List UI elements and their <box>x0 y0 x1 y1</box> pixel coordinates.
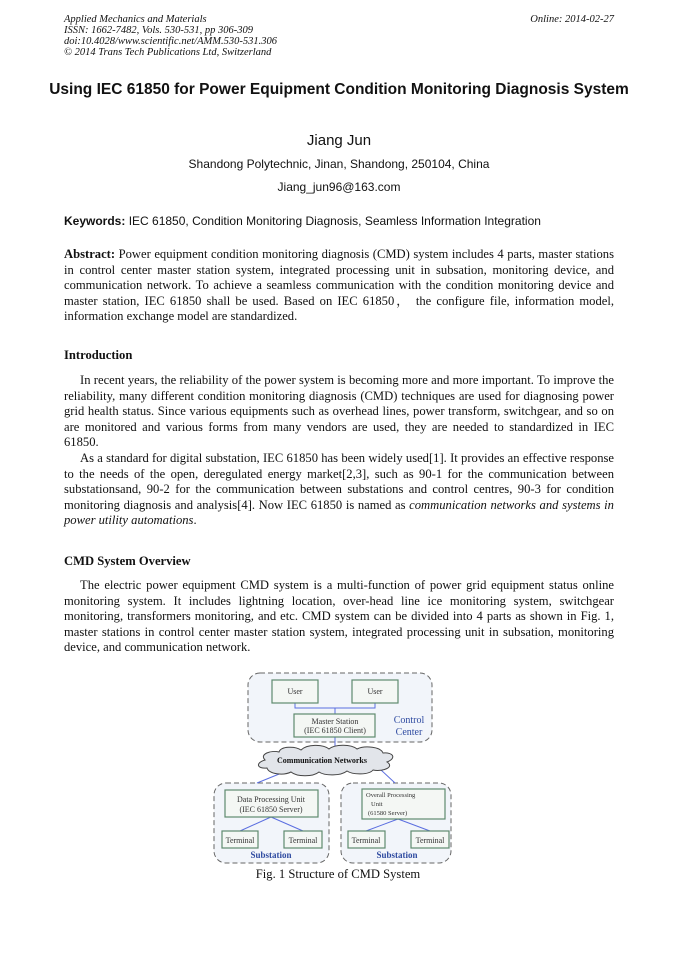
section-heading-cmd: CMD System Overview <box>64 554 191 568</box>
affiliation: Shandong Polytechnic, Jinan, Shandong, 250104, China <box>188 157 490 171</box>
journal-name: Applied Mechanics and Materials <box>64 14 207 25</box>
intro-paragraph-1: In recent years, the reliability of the power system is becoming more and more important. To improve the reliability, many different condition monitoring diagnosis (CMD) techniques are used for diagnosing power grid health status. Since various equipments such as overhead lines, power transform, switchgear, and so on are monitored and various forms from many vendors are used, they are needed to standardized in IEC 61850. <box>64 373 614 450</box>
email: Jiang_jun96@163.com <box>277 180 401 194</box>
user-box-1: User <box>287 687 303 696</box>
online-date: Online: 2014-02-27 <box>530 14 614 25</box>
master-station-sub: (IEC 61850 Client) <box>304 726 366 735</box>
dpu-label: Data Processing Unit <box>237 795 305 804</box>
abstract-text: Power equipment condition monitoring diagnosis (CMD) system includes 4 parts, master stations in control center master station system, integrated processing unit in subsation, monitoring device, and communication network. To achieve a seamless communication with the condition monitoring device and master station, IEC 61850 shall be used. Based on IEC 61850， the configure file, information model, information exchange model are standardized. <box>64 247 614 324</box>
terminal-1: Terminal <box>225 836 255 845</box>
copyright: © 2014 Trans Tech Publications Ltd, Switzerland <box>64 47 272 58</box>
keywords-text: IEC 61850, Condition Monitoring Diagnosis, Seamless Information Integration <box>125 214 541 228</box>
master-station-label: Master Station <box>311 717 359 726</box>
issn: ISSN: 1662-7482, Vols. 530-531, pp 306-309 <box>64 25 253 36</box>
opu-label: Overall Processing <box>366 792 416 799</box>
substation-label-right: Substation <box>376 850 418 860</box>
abstract-label: Abstract: <box>64 247 116 261</box>
terminal-3: Terminal <box>351 836 381 845</box>
paper-title: Using IEC 61850 for Power Equipment Condition Monitoring Diagnosis System <box>49 81 629 98</box>
doi: doi:10.4028/www.scientific.net/AMM.530-531.306 <box>64 36 277 47</box>
opu-sub: (61580 Server) <box>368 810 408 817</box>
author: Jiang Jun <box>306 132 372 149</box>
section-heading-introduction: Introduction <box>64 348 133 362</box>
intro-p2-italic: communication networks and systems in power utility automations <box>64 497 614 528</box>
opu-unit: Unit <box>371 801 383 808</box>
terminal-4: Terminal <box>415 836 445 845</box>
intro-p2-end: . <box>193 513 197 528</box>
network-label: Communication Networks <box>277 756 367 765</box>
keywords-label: Keywords: <box>64 214 126 228</box>
cmd-paragraph-1: The electric power equipment CMD system is a multi-function of power grid equipment status online monitoring system. It includes lightning location, over-head line ice monitoring system, switchgear monitoring, transformers monitoring, and etc. CMD system can be divided into 4 parts as shown in Fig. 1, master stations in control center master station system, integrated processing unit in subsation, monitoring device, and communication network. <box>64 578 614 655</box>
intro-p2-text: As a standard for digital substation, IEC 61850 has been widely used[1]. It provides an effective response to the needs of the open, deregulated energy market[2,3], such as 90-1 for the communication between substationsand, 90-2 for the communication between substations and control centres, 90-3 for condition monitoring diagnosis and analysis[4]. Now IEC 61850 is named as <box>64 451 614 512</box>
dpu-sub: (IEC 61850 Server) <box>239 805 303 814</box>
control-label: Control <box>393 715 425 726</box>
center-label: Center <box>395 727 423 738</box>
terminal-2: Terminal <box>288 836 318 845</box>
user-box-2: User <box>367 687 383 696</box>
figure-caption: Fig. 1 Structure of CMD System <box>255 867 421 881</box>
substation-label-left: Substation <box>250 850 292 860</box>
